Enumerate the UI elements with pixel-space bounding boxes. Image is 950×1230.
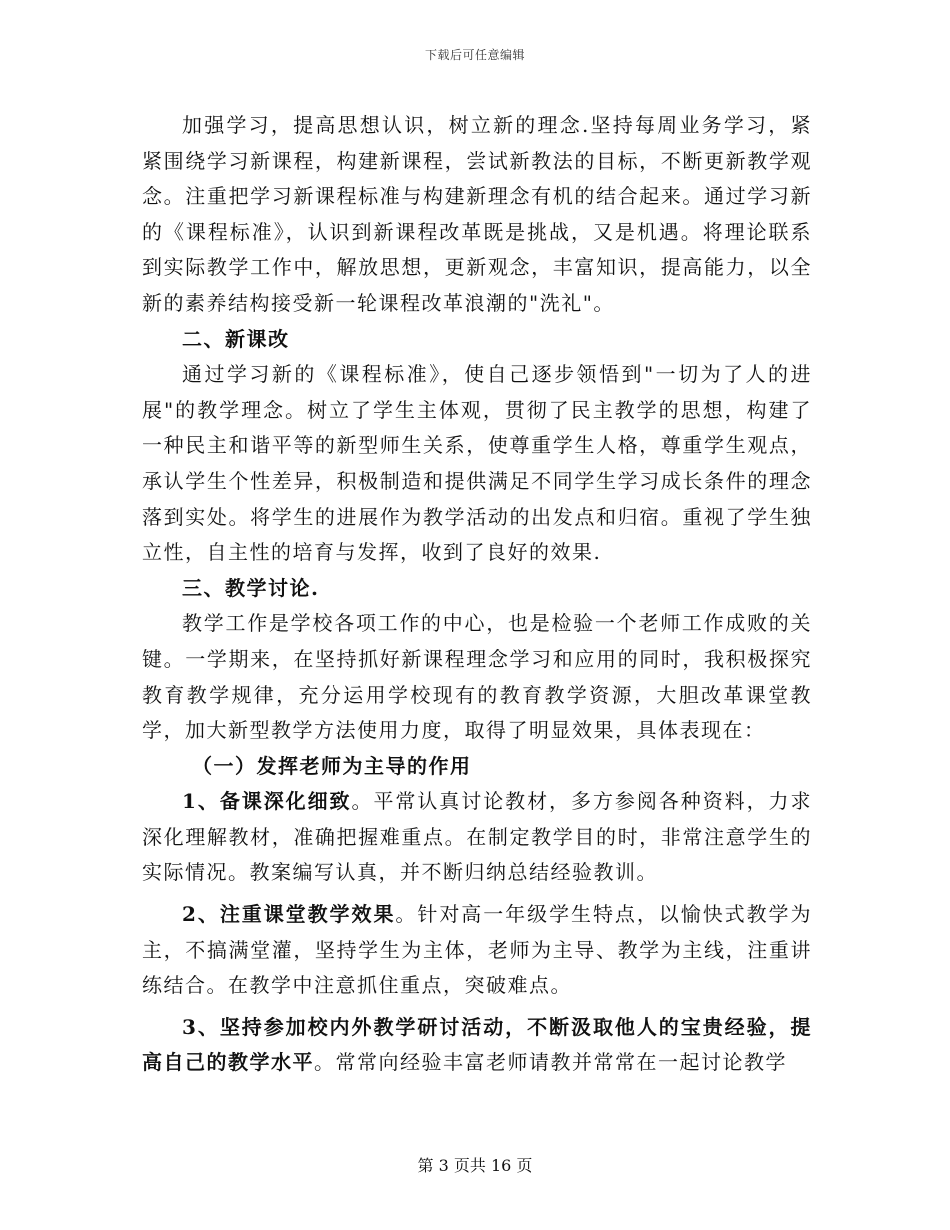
- list-item-classroom-effect-text: 。针对高一年级学生特点，以愉快式教学为主，不搞满堂灌，坚持学生为主体，老师为主导、教学为主线，注重讲练结合。在教学中注意抓住重点，突破难点。: [142, 902, 813, 998]
- paragraph-teaching-discussion: 教学工作是学校各项工作的中心，也是检验一个老师工作成败的关键。一学期来，在坚持抓好新课程理念学习和应用的同时，我积极探究教育教学规律，充分运用学校现有的教育教学资源，大胆改革课堂教学，加大新型教学方法使用力度，取得了明显效果，具体表现在：: [142, 611, 812, 743]
- page-number: 第 3 页共 16 页: [417, 1156, 533, 1175]
- page-header: 下载后可任意编辑: [424, 48, 525, 62]
- list-item-lesson-prep-title: 1、备课深化细致: [182, 789, 352, 814]
- paragraph-new-curriculum: 通过学习新的《课程标准》，使自己逐步领悟到"一切为了人的进展"的教学理念。树立了学生主体观，贯彻了民主教学的思想，构建了一种民主和谐平等的新型师生关系，使尊重学生人格，尊重学生观点，承认学生个性差异，积极制造和提供满足不同学生学习成长条件的理念落到实处。将学生的进展作为教学活动的出发点和归宿。重视了学生独立性，自主性的培育与发挥，收到了良好的效果.: [142, 362, 812, 565]
- list-item-lesson-prep: [142, 784, 812, 891]
- list-item-classroom-effect: [142, 897, 812, 1004]
- subsection-heading-teacher-role: （一）发挥老师为主导的作用: [192, 753, 472, 778]
- list-item-classroom-effect-title: 2、注重课堂教学效果: [182, 902, 396, 927]
- paragraph-study: 加强学习，提高思想认识，树立新的理念.坚持每周业务学习，紧紧围绕学习新课程，构建新课程，尝试新教法的目标，不断更新教学观念。注重把学习新课程标准与构建新理念有机的结合起来。通过学习新的《课程标准》，认识到新课程改革既是挑战，又是机遇。将理论联系到实际教学工作中，解放思想，更新观念，丰富知识，提高能力，以全新的素养结构接受新一轮课程改革浪潮的"洗礼"。: [142, 113, 812, 315]
- list-item-research-activities: [142, 1010, 812, 1081]
- section-heading-teaching-discussion: 三、教学讨论.: [182, 575, 320, 600]
- document-body: [142, 108, 812, 1081]
- list-item-research-activities-text: 。常常向经验丰富老师请教并常常在一起讨论教学: [314, 1050, 787, 1075]
- list-item-research-activities-title: 3、坚持参加校内外教学研讨活动，不断汲取他人的宝贵经验，提高自己的教学水平: [142, 1014, 812, 1075]
- list-item-lesson-prep-text: 。平常认真讨论教材，多方参阅各种资料，力求深化理解教材，准确把握难重点。在制定教学目的时，非常注意学生的实际情况。教案编写认真，并不断归纳总结经验教训。: [142, 789, 812, 885]
- section-heading-new-curriculum: 二、新课改: [182, 326, 290, 351]
